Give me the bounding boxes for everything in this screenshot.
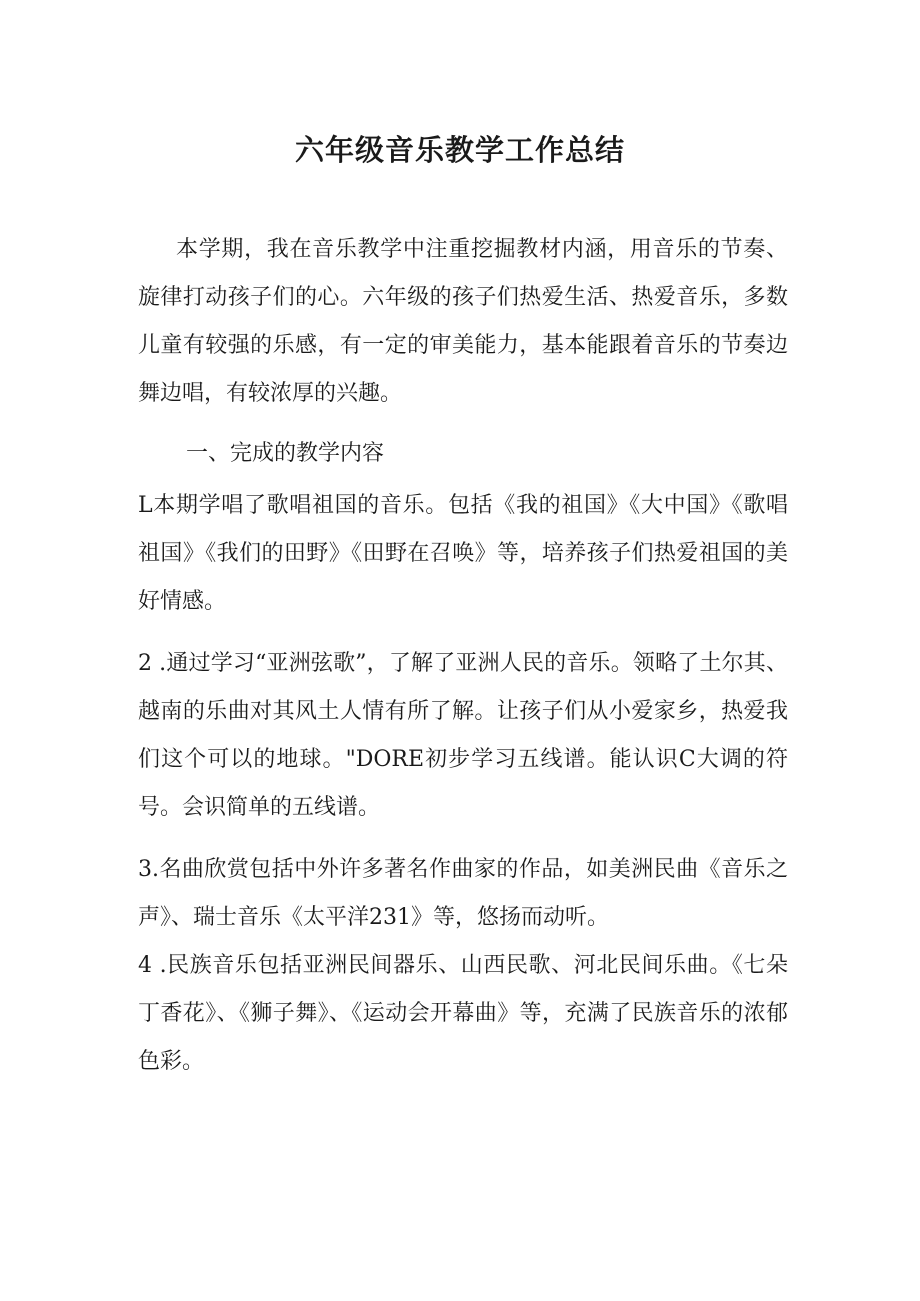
document-body	[138, 226, 788, 1086]
list-item-4: 4 .民族音乐包括亚洲民间器乐、山西民歌、河北民间乐曲。《七朵丁香花》、《狮子舞》、《运动会开幕曲》等，充满了民族音乐的浓郁色彩。	[138, 953, 788, 1074]
intro-paragraph: 本学期，我在音乐教学中注重挖掘教材内涵，用音乐的节奏、旋律打动孩子们的心。六年级的孩子们热爱生活、热爱音乐，多数儿童有较强的乐感，有一定的审美能力，基本能跟着音乐的节奏边舞边唱，有较浓厚的兴趣。	[138, 237, 788, 406]
list-item-2: 2 .通过学习“亚洲弦歌”，了解了亚洲人民的音乐。领略了土尔其、越南的乐曲对其风土人情有所了解。让孩子们从小爱家乡，热爱我们这个可以的地球。"DORE初步学习五线谱。能认识C大调的符号。会识简单的五线谱。	[138, 651, 788, 820]
section-heading: 一、完成的教学内容	[186, 441, 385, 466]
page-title: 六年级音乐教学工作总结	[294, 133, 625, 167]
list-item-1: L本期学唱了歌唱祖国的音乐。包括《我的祖国》《大中国》《歌唱祖国》《我们的田野》《田野在召唤》等，培养孩子们热爱祖国的美好情感。	[138, 493, 788, 614]
list-item-3: 3.名曲欣赏包括中外许多著名作曲家的作品，如美洲民曲《音乐之声》、瑞士音乐《太平洋231》等，悠扬而动听。	[138, 857, 788, 930]
